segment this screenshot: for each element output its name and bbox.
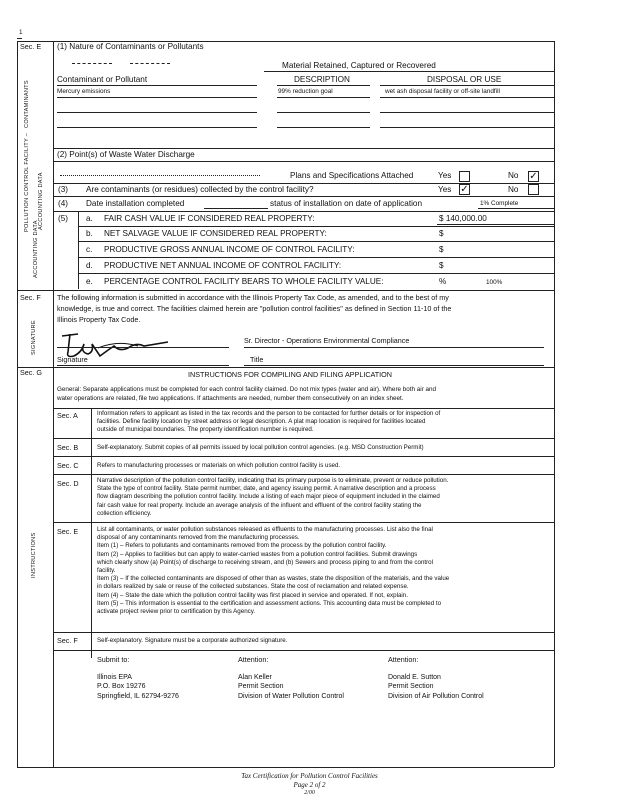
plans-no-label: No [508,171,519,180]
b-text: NET SALVAGE VALUE IF CONSIDERED REAL PROPERTY: [104,229,327,238]
d-text: PRODUCTIVE NET ANNUAL INCOME OF CONTROL FACILITY: [104,261,342,270]
footer-title: Tax Certification for Pollution Control Facilities [241,772,378,780]
side-label-accounting: ACCOUNTING DATA [38,172,44,230]
g-row-f-text: Self-explanatory. Signature must be a corporate authorized signature. [97,637,288,644]
f-title-value: Sr. Director - Operations Environmental Compliance [244,336,410,345]
q4-num: (4) [58,199,69,208]
row1-contaminant: Mercury emissions [57,88,111,95]
q3-no-label: No [508,185,519,194]
d-letter: d. [86,261,93,270]
g-row-a-label: Sec. A [57,411,78,420]
f-statement-2: knowledge, is true and correct. The facilities claimed herein are "pollution control facilities" as defined in Section 11-10 of the [57,304,452,313]
row1-description: 99% reduction goal [278,88,333,95]
corner-mark: 1 [19,29,23,36]
f-statement-1: The following information is submitted in accordance with the Illinois Property Tax Code, as amended, and to the best of my [57,293,449,302]
address-air: Donald E. Sutton Permit Section Division of Air Pollution Control [388,674,484,700]
q3-num: (3) [58,185,69,194]
g-row-d-text: Narrative description of the pollution control facility, indicating that its primary purpose is to eliminate, prevent or reduce pollution. State the type of control facility. State permit number, date, and agency issuing permit. A narrative description and a process flow diagram describing the pollution control facility. Include a listing of each major piece of equipment included in the claimed fair cash value for real property. Include an average analysis of the influent and effluent of the control facility stating the collection efficiency. [97,477,449,517]
f-signature-label: Signature [57,355,88,364]
g-row-f-label: Sec. F [57,636,78,645]
left-border [17,41,18,767]
sec-g-label: Sec. G [20,368,42,377]
q4-status: 1% Complete [480,200,519,207]
plans-yes-checkbox[interactable] [459,171,470,182]
right-border [554,41,555,371]
d-value: $ [439,261,444,270]
left-column-divider [53,41,54,367]
footer-code: 2/00 [304,790,315,796]
material-header: Material Retained, Captured or Recovered [282,61,436,70]
c-letter: c. [86,245,93,254]
g-row-b-label: Sec. B [57,443,79,452]
address-iepa: Illinois EPA P.O. Box 19276 Springfield, IL 62794-9276 [97,674,179,700]
address-water: Alan Keller Permit Section Division of Water Pollution Control [238,674,344,700]
sec-f-label: Sec. F [20,293,41,302]
g-row-e-text: List all contaminants, or water pollution substances released as effluents to the manufacturing processes. List also the final disposal of any contaminants removed from the manufacturing processes. Item (1) – Refers to pollutants and contaminants removed from the process by the pollution control facility. Item (2) – Applies to facilities but can apply to water-carried wastes from a pollution control facilities. Submit drawings which clearly show (a) Point(s) of discharge to receiving stream, and (b) Sewers and process piping to and from the control facility. Item (3) – If the collected contaminants are disposed of other than as wastes, state the disposition of the materials, and the value in dollars realized by sale or reuse of the collected substances. State the cost of reclamation and related expense. Item (4) – State the date which the pollution control facility was first placed in service and operated. If not, explain. Item (5) – This information is essential to the certification and assessment actions. This accounting data must be completed to activate project review prior to certification by this Agency. [97,526,450,616]
b-value: $ [439,229,444,238]
q5-num: (5) [58,214,69,223]
g-heading: INSTRUCTIONS FOR COMPILING AND FILING APPLICATION [188,370,392,379]
g-general-1: General: Separate applications must be completed for each control facility claimed. Do not mix types (water and air). Where both air and [57,386,437,393]
side-label-signature: SIGNATURE [31,320,37,355]
submit-to: Submit to: [97,655,130,664]
footer-page: Page 2 of 2 [293,781,326,789]
row1-disposal: wet ash disposal facility or off-site landfill [385,88,500,95]
col-disposal: DISPOSAL OR USE [427,75,502,84]
e-letter: e. [86,277,93,286]
side-label-accounting-2: ACCOUNTING DATA [33,220,39,278]
col-contaminant: Contaminant or Pollutant [57,75,148,84]
c-text: PRODUCTIVE GROSS ANNUAL INCOME OF CONTROL FACILITY: [104,245,355,254]
item1-title: (1) Nature of Contaminants or Pollutants [57,42,204,51]
f-title-label: Title [250,355,264,364]
side-label-pcf: POLLUTION CONTROL FACILITY – [24,132,30,232]
q3-text: Are contaminants (or residues) collected by the control facility? [86,185,314,194]
e-symbol: % [439,277,447,286]
b-letter: b. [86,229,93,238]
a-letter: a. [86,214,93,223]
q4-text-a: Date installation completed [86,199,185,208]
attention-2: Attention: [388,655,419,664]
g-row-d-label: Sec. D [57,479,79,488]
g-general-2: water operations are related, file two applications. If attachments are needed, number them consecutively on an index sheet. [57,395,404,402]
c-value: $ [439,245,444,254]
plans-label: Plans and Specifications Attached [290,171,414,180]
q3-yes-checkbox[interactable]: ✓ [460,184,469,195]
g-row-b-text: Self-explanatory. Submit copies of all permits issued by local pollution control agencies. (e.g. MSD Construction Permit) [97,444,424,451]
f-statement-3: Illinois Property Tax Code. [57,315,141,324]
side-label-instructions: INSTRUCTIONS [31,532,37,578]
a-value: $ 140,000.00 [439,214,487,223]
g-row-c-text: Refers to manufacturing processes or materials on which pollution control facility is used. [97,462,341,469]
plans-no-checkbox[interactable]: ✓ [529,171,538,182]
g-row-a-text: Information refers to applicant as listed in the tax records and the person to be contacted for further details or for inspection of facilities. Define facility location by street address or legal description. A plat map location is required for facilities located outside of municipal boundaries. The property identification number is required. [97,410,441,434]
e-text: PERCENTAGE CONTROL FACILITY BEARS TO WHOLE FACILITY VALUE: [104,277,384,286]
item2-title: (2) Point(s) of Waste Water Discharge [57,150,195,159]
g-row-e-label: Sec. E [57,527,79,536]
plans-yes-label: Yes [438,171,452,180]
q3-yes-label: Yes [438,185,452,194]
q3-no-checkbox[interactable] [528,184,539,195]
col-description: DESCRIPTION [294,75,350,84]
q4-text-b: status of installation on date of application [270,199,423,208]
sec-e-label: Sec. E [20,42,42,51]
a-text: FAIR CASH VALUE IF CONSIDERED REAL PROPERTY: [104,214,315,223]
g-row-c-label: Sec. C [57,461,79,470]
e-value: 100% [486,279,503,286]
attention-1: Attention: [238,655,269,664]
side-label-contaminants: CONTAMINANTS [24,80,30,128]
